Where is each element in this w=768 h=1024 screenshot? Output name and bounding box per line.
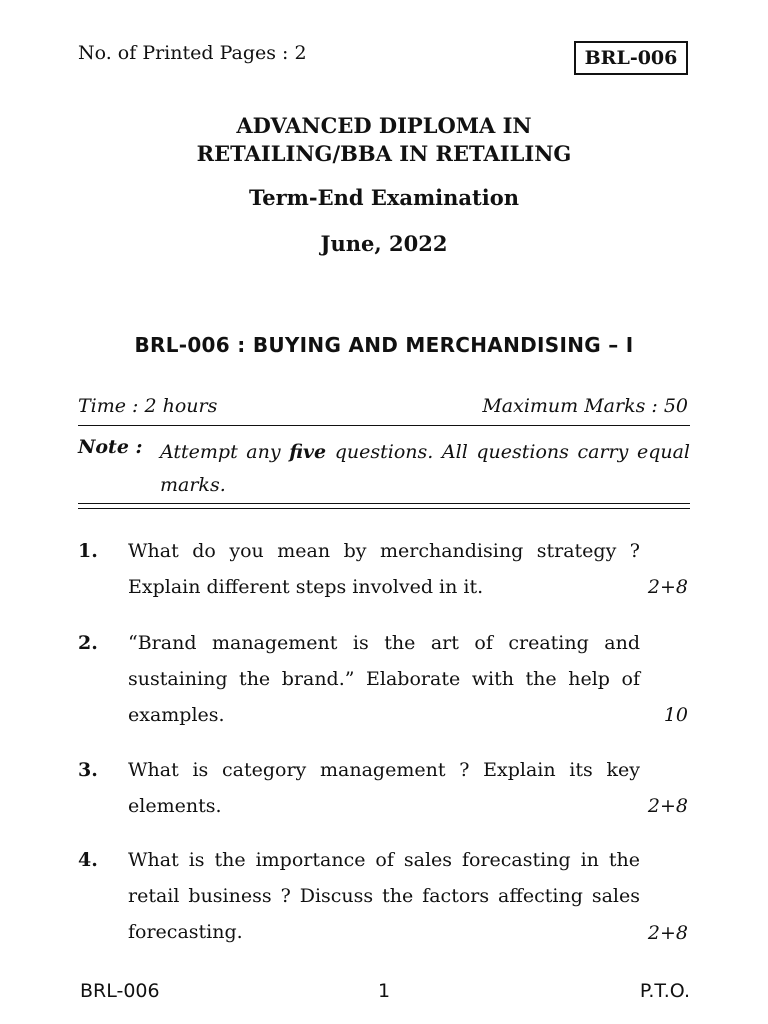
question-number: 4. <box>78 849 98 871</box>
divider-double-top <box>78 503 690 504</box>
footer-pto: P.T.O. <box>639 980 690 1002</box>
divider-top <box>78 425 690 426</box>
maximum-marks: Maximum Marks : 50 <box>482 395 688 417</box>
course-code-box: BRL-006 <box>574 41 688 75</box>
note-emphasis: five <box>289 441 327 463</box>
question-text: What is the importance of sales forecasting in the retail business ? Discuss the factors affecting sales forecasting. <box>128 849 640 943</box>
note-text-after: questions. All questions carry equal marks. <box>160 441 691 496</box>
programme-title <box>0 112 768 168</box>
exam-title: Term-End Examination <box>248 185 519 210</box>
question-number: 2. <box>78 632 98 654</box>
footer-page-number: 1 <box>377 980 391 1002</box>
note-label: Note : <box>78 436 143 458</box>
question-text: What do you mean by merchandising strategy ? Explain different steps involved in it. <box>128 540 640 598</box>
note-text-before: Attempt any <box>160 441 290 463</box>
question-marks: 10 <box>663 704 688 726</box>
exam-date: June, 2022 <box>320 231 448 256</box>
question-marks: 2+8 <box>647 576 688 598</box>
question-text: “Brand management is the art of creating and sustaining the brand.” Elaborate with the help of examples. <box>128 632 640 726</box>
programme-title-line2: RETAILING/BBA IN RETAILING <box>196 141 572 166</box>
printed-pages: No. of Printed Pages : 2 <box>78 42 307 64</box>
question-text: What is category management ? Explain its key elements. <box>128 759 640 817</box>
question-marks: 2+8 <box>647 795 688 817</box>
question-number: 3. <box>78 759 98 781</box>
programme-title-line1: ADVANCED DIPLOMA IN <box>236 113 532 138</box>
time-allowed: Time : 2 hours <box>78 395 218 417</box>
note-text <box>160 436 690 502</box>
divider-double-bottom <box>78 508 690 509</box>
question-number: 1. <box>78 540 98 562</box>
course-title: BRL-006 : BUYING AND MERCHANDISING – I <box>134 333 634 357</box>
question-marks: 2+8 <box>647 922 688 944</box>
footer-course-code: BRL-006 <box>80 980 160 1002</box>
